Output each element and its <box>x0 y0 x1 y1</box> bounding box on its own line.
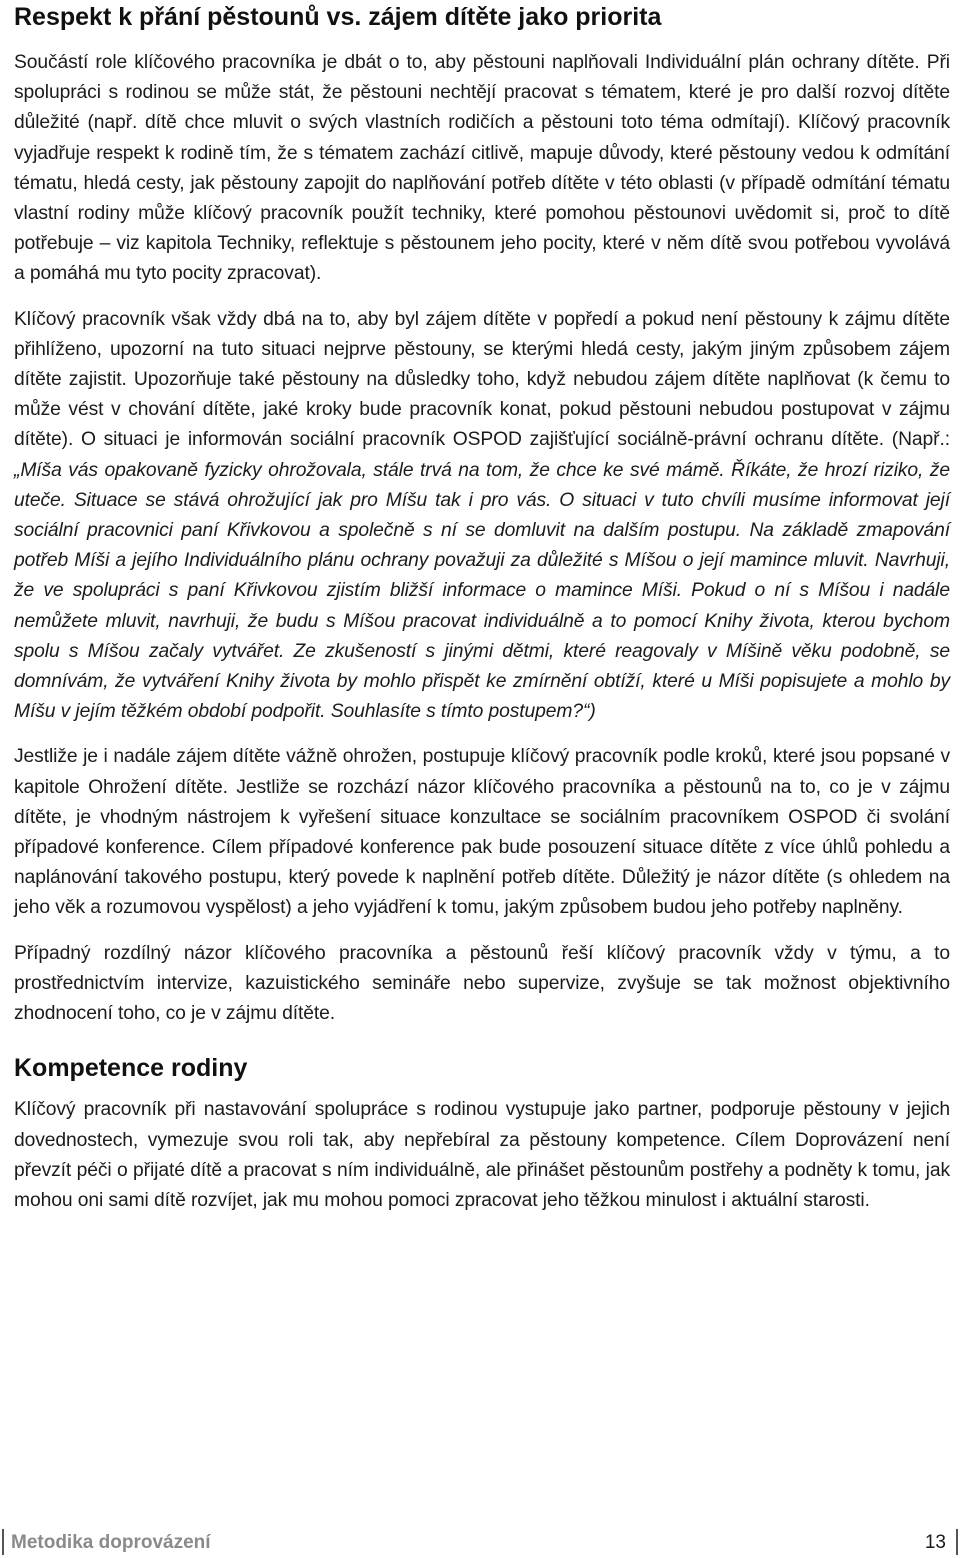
page-footer <box>0 1526 960 1558</box>
paragraph-text: Součástí role klíčového pracovníka je dbát o to, aby pěstouni naplňovali Individuální plán ochrany dítěte. Při spolupráci s rodinou se může stát, že pěstouni nechtějí pracovat s tématem, které je pro další rozvoj dítěte důležité (např. dítě chce mluvit o svých vlastních rodičích a pěstouni toto téma odmítají). Klíčový pracovník vyjadřuje respekt k rodině tím, že s tématem zachází citlivě, mapuje důvody, které pěstouny vedou k odmítání tématu, hledá cesty, jak pěstouny zapojit do naplňování potřeb dítěte v této oblasti (v případě odmítání tématu vlastní rodiny může klíčový pracovník použít techniky, které pomohou pěstounovi uvědomit si, proč to dítě potřebuje – viz kapitola Techniky, reflektuje s pěstounem jeho pocity, které v něm dítě svou potřebou vyvolává a pomáhá mu tyto pocity zpracovat). <box>14 52 950 285</box>
paragraph-3 <box>14 742 950 923</box>
footer-right-rule <box>956 1529 958 1555</box>
paragraph-2 <box>14 305 950 728</box>
paragraph-5 <box>14 1095 950 1216</box>
section-heading: Respekt k přání pěstounů vs. zájem dítěte jako priorita <box>14 3 662 31</box>
document-page <box>14 0 950 1216</box>
footer-left-rule <box>2 1529 4 1555</box>
paragraph-4 <box>14 939 950 1030</box>
paragraph-text: Klíčový pracovník však vždy dbá na to, aby byl zájem dítěte v popředí a pokud není pěstouny k zájmu dítěte přihlíženo, upozorní na tuto situaci nejprve pěstouny, se kterými hledá cesty, jakým jiným způsobem zájem dítěte zajistit. Upozorňuje také pěstouny na důsledky toho, když nebudou zájem dítěte naplňovat (k čemu to může vést v chování dítěte, jaké kroky bude pracovník konat, pokud pěstouni nebudou postupovat v zájmu dítěte). O situaci je informován sociální pracovník OSPOD zajišťující sociálně-právní ochranu dítěte. (Např.: <box>14 308 950 451</box>
italic-quote: „Míša vás opakovaně fyzicky ohrožovala, stále trvá na tom, že chce ke své mámě. Říkáte, že hrozí riziko, že uteče. Situace se stává ohrožující jak pro Míšu tak i pro vás. O situaci v tuto chvíli musíme informovat její sociální pracovnici paní Křivkovou a společně s ní se domluvit na dalším postupu. Na základě zmapování potřeb Míši a jejího Individuálního plánu ochrany považuji za důležité s Míšou o její mamince mluvit. Navrhuji, že ve spolupráci s paní Křivkovou zjistím bližší informace o mamince Míši. Pokud o ní s Míšou i nadále nemůžete mluvit, navrhuji, že budu s Míšou pracovat individuálně a to pomocí Knihy života, kterou bychom spolu s Míšou začaly vytvářet. Ze zkušeností s jinými dětmi, které reagovaly v Míšině věku podobně, se domnívám, že vytváření Knihy života by mohlo přispět ke zmírnění obtíží, které u Míši popisujete a mohlo by Míšu v jejím těžkém období podpořit. Souhlasíte s tímto postupem?“) <box>14 459 950 723</box>
section-heading-2: Kompetence rodiny <box>14 1054 248 1083</box>
page-number: 13 <box>924 1532 946 1553</box>
paragraph-1 <box>14 48 950 290</box>
paragraph-text: Případný rozdílný názor klíčového pracovníka a pěstounů řeší klíčový pracovník vždy v týmu, a to prostřednictvím intervize, kazuistického semináře nebo supervize, zvyšuje se tak možnost objektivního zhodnocení toho, co je v zájmu dítěte. <box>14 942 950 1025</box>
footer-title: Metodika doprovázení <box>11 1532 211 1553</box>
paragraph-text: Klíčový pracovník při nastavování spolupráce s rodinou vystupuje jako partner, podporuje pěstouny v jejich dovednostech, vymezuje svou roli tak, aby nepřebíral za pěstouny kompetence. Cílem Doprovázení není převzít péči o přijaté dítě a pracovat s ním individuálně, ale přinášet pěstounům postřehy a podněty k tomu, jak mohou oni sami dítě rozvíjet, jak mu mohou pomoci zpracovat jeho těžkou minulost i aktuální starosti. <box>14 1099 950 1211</box>
paragraph-text: Jestliže je i nadále zájem dítěte vážně ohrožen, postupuje klíčový pracovník podle kroků, které jsou popsané v kapitole Ohrožení dítěte. Jestliže se rozchází názor klíčového pracovníka a pěstounů na to, co je v zájmu dítěte, je vhodným nástrojem k vyřešení situace konzultace se sociálním pracovníkem OSPOD či svolání případové konference. Cílem případové konference pak bude posouzení situace dítěte z více úhlů pohledu a naplánování takového postupu, který povede k naplnění potřeb dítěte. Důležitý je názor dítěte (s ohledem na jeho věk a rozumovou vyspělost) a jeho vyjádření k tomu, jakým způsobem budou jeho potřeby naplněny. <box>14 746 950 919</box>
